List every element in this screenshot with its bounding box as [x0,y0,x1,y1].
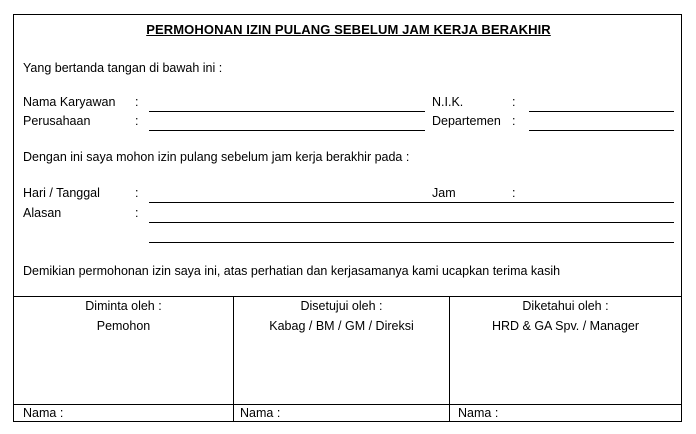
nama-karyawan-line[interactable] [149,111,425,112]
request-text: Dengan ini saya mohon izin pulang sebelum jam kerja berakhir pada : [23,150,410,164]
signature-area-hrd[interactable] [450,333,681,403]
hari-tanggal-line[interactable] [149,202,674,203]
signature-divider-bottom [14,404,681,405]
signature-name-label: Nama : [240,406,281,420]
intro-text: Yang bertanda tangan di bawah ini : [23,61,223,75]
colon: : [512,114,516,128]
signature-heading: Disetujui oleh : [300,299,383,313]
signature-area-pemohon[interactable] [14,333,233,403]
signature-role: HRD & GA Spv. / Manager [491,319,640,333]
alasan-line-2[interactable] [149,242,674,243]
colon: : [512,186,516,200]
signature-role: Pemohon [96,319,151,333]
signature-name-label: Nama : [23,406,64,420]
label-jam: Jam [432,186,456,200]
perusahaan-line[interactable] [149,130,425,131]
departemen-line[interactable] [529,130,674,131]
closing-text: Demikian permohonan izin saya ini, atas perhatian dan kerjasamanya kami ucapkan terima kasih [23,264,561,278]
label-nik: N.I.K. [432,95,464,109]
nik-line[interactable] [529,111,674,112]
label-alasan: Alasan [23,206,62,220]
label-hari-tanggal: Hari / Tanggal [23,186,100,200]
signature-divider-top [14,296,681,297]
colon: : [512,95,516,109]
colon: : [135,95,139,109]
signature-role: Kabag / BM / GM / Direksi [269,319,414,333]
alasan-line-1[interactable] [149,222,674,223]
signature-name-label: Nama : [458,406,499,420]
signature-heading: Diketahui oleh : [522,299,609,313]
colon: : [135,114,139,128]
signature-area-approver[interactable] [234,333,449,403]
label-nama-karyawan: Nama Karyawan [23,95,116,109]
label-perusahaan: Perusahaan [23,114,91,128]
colon: : [135,206,139,220]
signature-heading: Diminta oleh : [85,299,162,313]
colon: : [135,186,139,200]
label-departemen: Departemen [432,114,501,128]
form-title: PERMOHONAN IZIN PULANG SEBELUM JAM KERJA BERAKHIR [146,22,551,37]
leave-request-form [13,14,682,422]
